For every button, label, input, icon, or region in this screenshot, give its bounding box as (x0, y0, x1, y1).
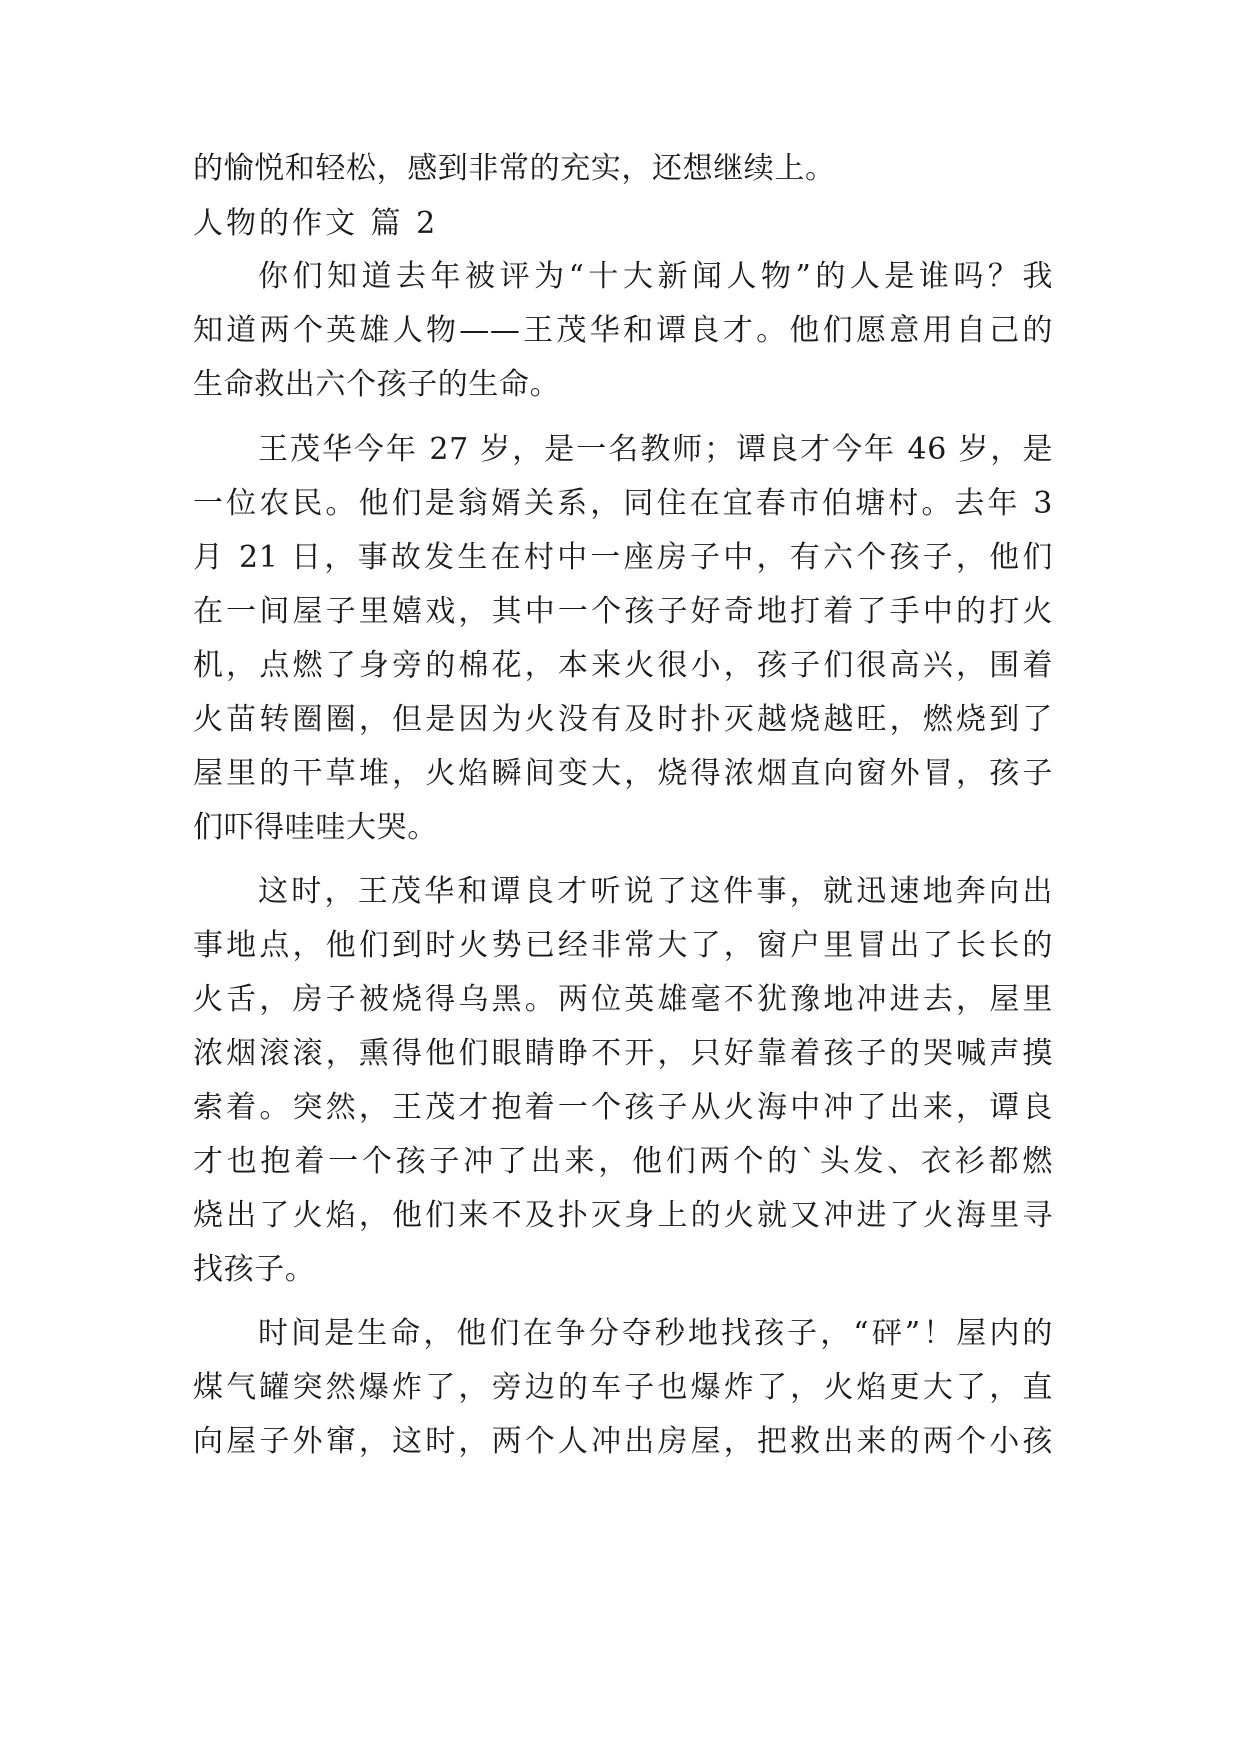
paragraph-line: 煤气罐突然爆炸了，旁边的车子也爆炸了，火焰更大了，直 (193, 1370, 1053, 1405)
paragraph-line: 火苗转圈圈，但是因为火没有及时扑灭越烧越旺，燃烧到了 (193, 702, 1053, 737)
paragraph-line: 月 21 日，事故发生在村中一座房子中，有六个孩子，他们 (193, 540, 1053, 575)
paragraph-line: 索着。突然，王茂才抱着一个孩子从火海中冲了出来，谭良 (193, 1090, 1053, 1125)
intro-line: 的愉悦和轻松，感到非常的充实，还想继续上。 (193, 151, 836, 186)
paragraph-line: 知道两个英雄人物——王茂华和谭良才。他们愿意用自己的 (193, 313, 1053, 348)
paragraph-line: 烧出了火焰，他们来不及扑灭身上的火就又冲进了火海里寻 (193, 1198, 1053, 1233)
paragraph-line: 你们知道去年被评为“十大新闻人物”的人是谁吗？我 (258, 259, 1053, 294)
section-heading: 人物的作文 篇 2 (193, 206, 439, 241)
paragraph-line: 向屋子外窜，这时，两个人冲出房屋，把救出来的两个小孩 (193, 1424, 1053, 1459)
paragraph-line: 们吓得哇哇大哭。 (193, 810, 438, 845)
paragraph-line: 机，点燃了身旁的棉花，本来火很小，孩子们很高兴，围着 (193, 648, 1053, 683)
paragraph-line: 才也抱着一个孩子冲了出来，他们两个的`头发、衣衫都燃 (193, 1144, 1053, 1179)
paragraph-line: 这时，王茂华和谭良才听说了这件事，就迅速地奔向出 (258, 874, 1053, 909)
paragraph-line: 王茂华今年 27 岁，是一名教师；谭良才今年 46 岁，是 (258, 432, 1053, 467)
paragraph-line: 事地点，他们到时火势已经非常大了，窗户里冒出了长长的 (193, 928, 1053, 963)
paragraph-line: 找孩子。 (193, 1252, 316, 1287)
paragraph-line: 生命救出六个孩子的生命。 (193, 367, 561, 402)
paragraph-line: 时间是生命，他们在争分夺秒地找孩子，“砰”！屋内的 (258, 1316, 1053, 1351)
paragraph-line: 浓烟滚滚，熏得他们眼睛睁不开，只好靠着孩子的哭喊声摸 (193, 1036, 1053, 1071)
paragraph-line: 火舌，房子被烧得乌黑。两位英雄毫不犹豫地冲进去，屋里 (193, 982, 1053, 1017)
paragraph-line: 一位农民。他们是翁婿关系，同住在宜春市伯塘村。去年 3 (193, 486, 1053, 521)
paragraph-line: 在一间屋子里嬉戏，其中一个孩子好奇地打着了手中的打火 (193, 594, 1053, 629)
paragraph-line: 屋里的干草堆，火焰瞬间变大，烧得浓烟直向窗外冒，孩子 (193, 756, 1053, 791)
